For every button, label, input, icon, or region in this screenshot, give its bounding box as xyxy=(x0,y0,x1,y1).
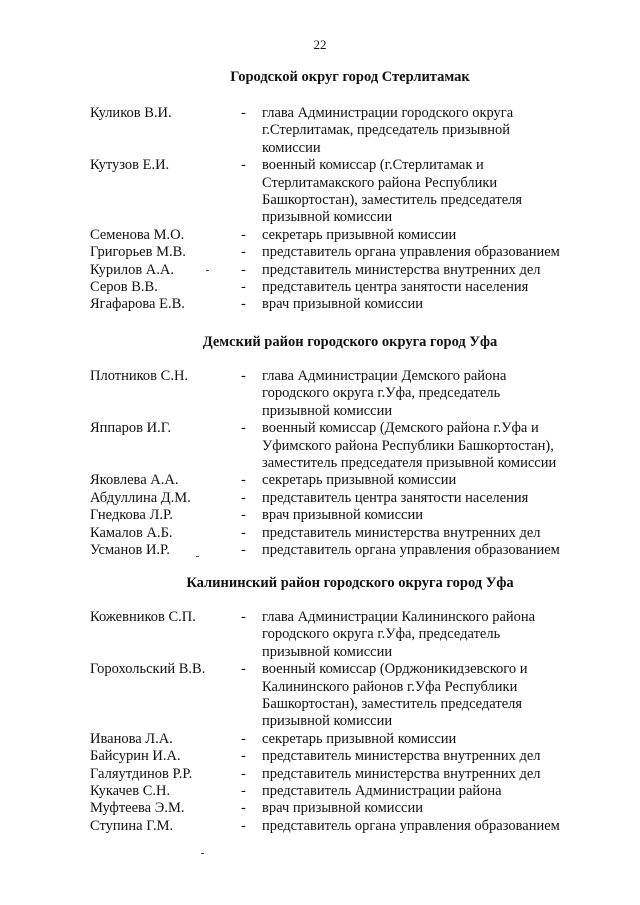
member-row xyxy=(90,766,610,783)
member-dash: - xyxy=(241,765,246,782)
scan-mark xyxy=(201,853,204,854)
member-role: представитель органа управления образованием xyxy=(262,542,560,559)
scan-mark xyxy=(196,556,199,557)
member-row xyxy=(90,490,610,507)
member-name: Ягафарова Е.В. xyxy=(90,296,185,313)
page-number: 22 xyxy=(313,37,327,52)
member-dash: - xyxy=(241,817,246,834)
member-row xyxy=(90,262,610,279)
member-row xyxy=(90,472,610,489)
member-role: глава Администрации Демского района городского округа г.Уфа, председатель призывной комиссии xyxy=(262,368,507,419)
member-row xyxy=(90,731,610,748)
member-role: представитель Администрации района xyxy=(262,783,502,800)
member-dash: - xyxy=(241,748,246,765)
member-role: представитель органа управления образованием xyxy=(262,244,560,261)
member-list-sterlitamak xyxy=(90,105,610,314)
member-dash: - xyxy=(241,279,246,296)
member-role: представитель органа управления образованием xyxy=(262,817,560,834)
member-name: Ступина Г.М. xyxy=(90,817,174,834)
member-row xyxy=(90,279,610,296)
member-row xyxy=(90,244,610,261)
member-dash: - xyxy=(241,105,246,121)
member-name: Семенова М.О. xyxy=(90,226,185,243)
member-name: Усманов И.Р. xyxy=(90,542,170,559)
section-title-demsky: Демский район городского округа город Уфа xyxy=(202,334,498,350)
member-role: врач призывной комиссии xyxy=(262,800,423,817)
member-dash: - xyxy=(241,244,246,261)
member-role: врач призывной комиссии xyxy=(262,507,423,524)
member-role: представитель министерства внутренних дел xyxy=(262,748,541,765)
member-role: представитель министерства внутренних дел xyxy=(262,765,541,782)
member-row xyxy=(90,818,610,835)
member-role: представитель центра занятости населения xyxy=(262,489,529,506)
member-dash: - xyxy=(241,157,246,174)
member-name: Кожевников С.П. xyxy=(90,609,196,625)
member-role: секретарь призывной комиссии xyxy=(262,226,457,243)
member-name: Гнедкова Л.Р. xyxy=(90,507,173,524)
scan-mark xyxy=(206,270,209,271)
section-title-kalininsky: Калининский район городского округа город Уфа xyxy=(186,575,514,591)
member-dash: - xyxy=(241,261,246,278)
member-row xyxy=(90,542,610,559)
member-name: Куликов В.И. xyxy=(90,105,172,121)
member-role: секретарь призывной комиссии xyxy=(262,730,457,747)
member-role: глава Администрации городского округа г.Стерлитамак, председатель призывной комиссии xyxy=(262,105,514,156)
member-name: Яковлева А.А. xyxy=(90,472,179,489)
member-row xyxy=(90,368,610,420)
member-role: врач призывной комиссии xyxy=(262,296,423,313)
member-name: Камалов А.Б. xyxy=(90,524,173,541)
member-dash: - xyxy=(241,800,246,817)
member-dash: - xyxy=(241,489,246,506)
member-row xyxy=(90,609,610,661)
member-name: Григорьев М.В. xyxy=(90,244,186,261)
member-list-kalininsky xyxy=(90,609,610,835)
member-role: военный комиссар (Демского района г.Уфа и Уфимского района Республики Башкортостан), заместитель председателя призывной комиссии xyxy=(262,420,557,472)
member-name: Яппаров И.Г. xyxy=(90,420,172,437)
member-list-demsky xyxy=(90,368,610,559)
member-dash: - xyxy=(241,524,246,541)
member-role: представитель министерства внутренних дел xyxy=(262,261,541,278)
member-role: представитель министерства внутренних дел xyxy=(262,524,541,541)
member-row xyxy=(90,105,610,157)
member-dash: - xyxy=(241,661,246,678)
member-name: Кукачев С.Н. xyxy=(90,783,171,800)
member-row xyxy=(90,227,610,244)
member-name: Байсурин И.А. xyxy=(90,748,181,765)
member-name: Горохольский В.В. xyxy=(90,661,206,678)
member-row xyxy=(90,296,610,313)
member-role: глава Администрации Калининского района городского округа г.Уфа, председатель призывной комиссии xyxy=(262,609,536,660)
member-dash: - xyxy=(241,472,246,489)
member-row xyxy=(90,661,610,731)
member-name: Серов В.В. xyxy=(90,279,158,296)
member-name: Кутузов Е.И. xyxy=(90,157,170,174)
member-row xyxy=(90,157,610,227)
member-dash: - xyxy=(241,730,246,747)
member-dash: - xyxy=(241,783,246,800)
member-name: Абдуллина Д.М. xyxy=(90,489,191,506)
member-dash: - xyxy=(241,420,246,437)
member-name: Галяутдинов Р.Р. xyxy=(90,765,193,782)
member-dash: - xyxy=(241,507,246,524)
member-name: Муфтеева Э.М. xyxy=(90,800,185,817)
member-name: Курилов А.А. xyxy=(90,261,174,278)
member-name: Иванова Л.А. xyxy=(90,730,173,747)
member-role: секретарь призывной комиссии xyxy=(262,472,457,489)
member-dash: - xyxy=(241,296,246,313)
member-row xyxy=(90,525,610,542)
member-dash: - xyxy=(241,542,246,559)
member-row xyxy=(90,748,610,765)
member-row xyxy=(90,783,610,800)
member-row xyxy=(90,420,610,472)
member-row xyxy=(90,507,610,524)
member-dash: - xyxy=(241,368,246,384)
member-dash: - xyxy=(241,609,246,625)
member-role: представитель центра занятости населения xyxy=(262,279,529,296)
member-row xyxy=(90,800,610,817)
section-title-sterlitamak: Городской округ город Стерлитамак xyxy=(230,69,470,85)
member-dash: - xyxy=(241,226,246,243)
member-role: военный комиссар (г.Стерлитамак и Стерлитамакского района Республики Башкортостан), заместитель председателя призывной комиссии xyxy=(262,157,523,226)
member-name: Плотников С.Н. xyxy=(90,368,189,384)
member-role: военный комиссар (Орджоникидзевского и Калининского районов г.Уфа Республики Башкортостан), заместитель председателя призывной комиссии xyxy=(262,661,528,730)
